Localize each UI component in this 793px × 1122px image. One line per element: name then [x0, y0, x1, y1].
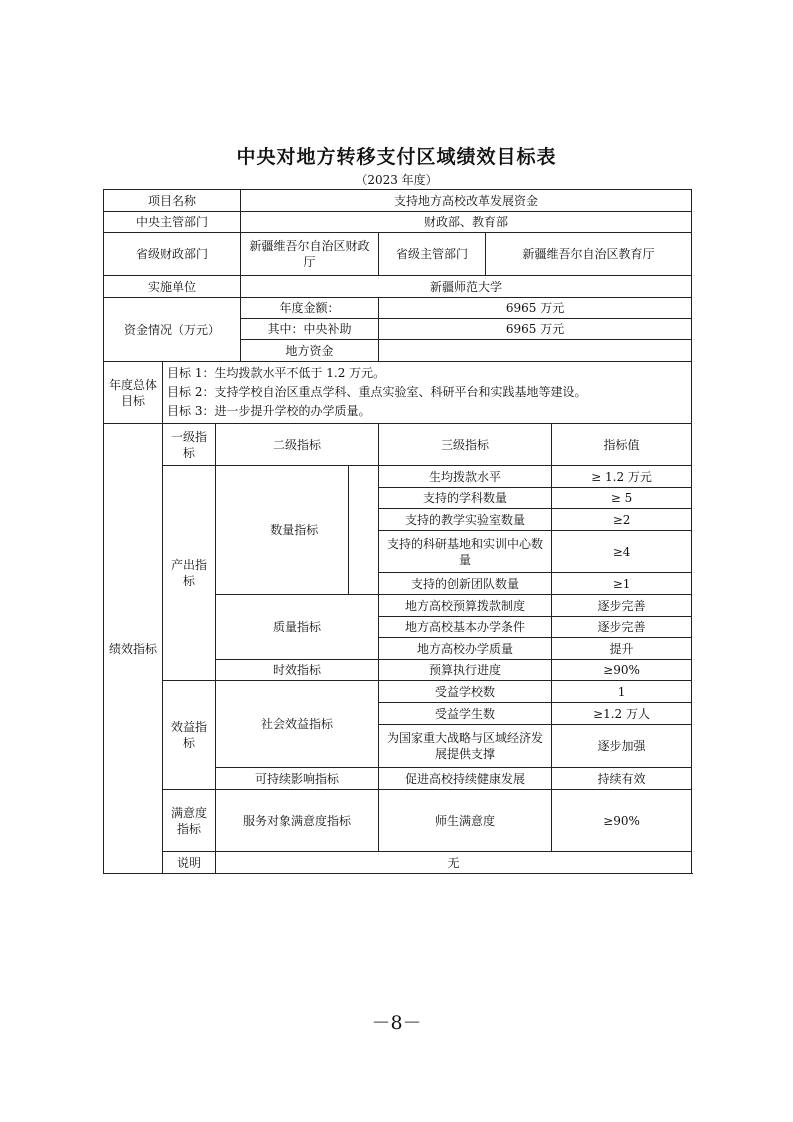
indicator-value: 逐步加强: [552, 725, 692, 768]
prov-finance-label: 省级财政部门: [104, 233, 241, 276]
table-row: [104, 466, 692, 488]
table-row: [104, 790, 692, 852]
indicator-name: 支持的科研基地和实训中心数量: [379, 531, 552, 573]
local-funds-label: 地方资金: [241, 340, 379, 362]
header-value: 指标值: [552, 424, 692, 466]
indicator-value: 逐步完善: [552, 595, 692, 617]
row-impl-unit: [104, 276, 692, 298]
row-annual-amount: [104, 298, 692, 319]
header-level2: 二级指标: [216, 424, 379, 466]
indicator-value: ≥2: [552, 509, 692, 531]
goal-item: 目标 3：进一步提升学校的办学质量。: [167, 404, 371, 418]
central-subsidy-value: 6965 万元: [379, 319, 692, 340]
row-indicator-headers: [104, 424, 692, 466]
annual-amount-value: 6965 万元: [379, 298, 692, 319]
header-level1: 一级指标: [163, 424, 216, 466]
indicator-value: ≥1.2 万人: [552, 703, 692, 725]
indicator-value: ≥1: [552, 573, 692, 595]
page-subtitle: （2023 年度）: [355, 173, 438, 187]
note-value: 无: [216, 852, 692, 874]
indicator-value: 1: [552, 681, 692, 703]
indicator-value: 持续有效: [552, 768, 692, 790]
central-subsidy-label: 其中：中央补助: [241, 319, 379, 340]
annual-amount-label: 年度金额：: [241, 298, 379, 319]
indicator-value: 逐步完善: [552, 617, 692, 638]
prov-dept-label: 省级主管部门: [379, 233, 486, 276]
output-indicator-label: 产出指标: [163, 466, 216, 681]
central-dept-label: 中央主管部门: [104, 212, 241, 233]
quantity-indicator-label: 数量指标: [241, 466, 349, 595]
page-number: －8－: [371, 1012, 422, 1034]
indicator-name: 预算执行进度: [379, 660, 552, 681]
indicators-label: 绩效指标: [104, 424, 163, 874]
row-project-name: [104, 190, 692, 212]
table-row: [104, 681, 692, 703]
indicator-name: 支持的教学实验室数量: [379, 509, 552, 531]
local-funds-value: [379, 340, 692, 362]
service-satisfaction-label: 服务对象满意度指标: [216, 790, 379, 852]
quality-indicator-label: 质量指标: [216, 595, 379, 660]
project-name-label: 项目名称: [104, 190, 241, 212]
goals-list: [163, 362, 692, 424]
indicator-name: 为国家重大战略与区域经济发展提供支撑: [379, 725, 552, 768]
prov-dept-value: 新疆维吾尔自治区教育厅: [486, 233, 692, 276]
indicator-name: 受益学校数: [379, 681, 552, 703]
indicator-value: ≥ 5: [552, 488, 692, 509]
indicator-name: 地方高校预算拨款制度: [379, 595, 552, 617]
row-note: [104, 852, 692, 874]
benefit-indicator-label: 效益指标: [163, 681, 216, 790]
row-provincial: [104, 233, 692, 276]
social-benefit-label: 社会效益指标: [216, 681, 379, 768]
performance-table: [103, 189, 692, 874]
indicator-name: 生均拨款水平: [379, 466, 552, 488]
indicator-value: ≥90%: [552, 660, 692, 681]
indicator-name: 地方高校办学质量: [379, 638, 552, 660]
indicator-name: 促进高校持续健康发展: [379, 768, 552, 790]
sustainability-label: 可持续影响指标: [216, 768, 379, 790]
row-goals: [104, 362, 692, 424]
header-level3: 三级指标: [379, 424, 552, 466]
impl-unit-value: 新疆师范大学: [241, 276, 692, 298]
indicator-value: ≥90%: [552, 790, 692, 852]
indicator-name: 支持的创新团队数量: [379, 573, 552, 595]
timeliness-indicator-label: 时效指标: [216, 660, 379, 681]
goals-label: 年度总体目标: [104, 362, 163, 424]
central-dept-value: 财政部、教育部: [241, 212, 692, 233]
impl-unit-label: 实施单位: [104, 276, 241, 298]
project-name-value: 支持地方高校改革发展资金: [241, 190, 692, 212]
satisfaction-indicator-label: 满意度指标: [163, 790, 216, 852]
indicator-value: ≥4: [552, 531, 692, 573]
indicator-value: 提升: [552, 638, 692, 660]
goal-item: 目标 1：生均拨款水平不低于 1.2 万元。: [167, 366, 386, 380]
goal-item: 目标 2：支持学校自治区重点学科、重点实验室、科研平台和实践基地等建设。: [167, 385, 587, 399]
page-title: 中央对地方转移支付区域绩效目标表: [236, 146, 557, 168]
indicator-name: 受益学生数: [379, 703, 552, 725]
row-central-dept: [104, 212, 692, 233]
note-label: 说明: [163, 852, 216, 874]
indicator-name: 地方高校基本办学条件: [379, 617, 552, 638]
indicator-name: 师生满意度: [379, 790, 552, 852]
prov-finance-value: 新疆维吾尔自治区财政厅: [241, 233, 379, 276]
funds-label: 资金情况（万元）: [104, 298, 241, 362]
indicator-value: ≥ 1.2 万元: [552, 466, 692, 488]
indicator-name: 支持的学科数量: [379, 488, 552, 509]
